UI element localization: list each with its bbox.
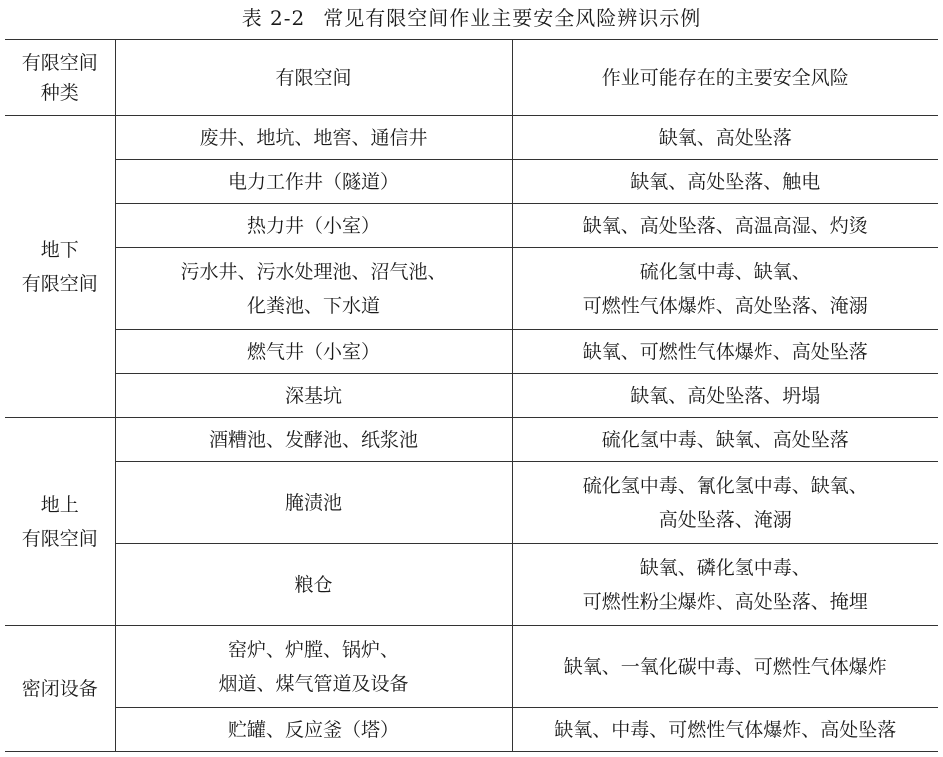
category-cell: 地下 有限空间	[5, 116, 115, 418]
space-cell: 贮罐、反应釜（塔）	[115, 708, 512, 752]
risk-cell: 缺氧、一氧化碳中毒、可燃性气体爆炸	[512, 626, 938, 708]
space-cell: 废井、地坑、地窖、通信井	[115, 116, 512, 160]
risk-cell: 硫化氢中毒、氰化氢中毒、缺氧、 高处坠落、淹溺	[512, 462, 938, 544]
risk-cell: 缺氧、高处坠落、高温高湿、灼烫	[512, 204, 938, 248]
space-cell: 酒糟池、发酵池、纸浆池	[115, 418, 512, 462]
table-row	[5, 248, 938, 330]
risk-table-body	[5, 40, 938, 752]
space-cell: 电力工作井（隧道）	[115, 160, 512, 204]
table-row	[5, 418, 938, 462]
risk-cell: 缺氧、高处坠落、触电	[512, 160, 938, 204]
table-title: 常见有限空间作业主要安全风险辨识示例	[323, 6, 702, 30]
category-cell: 密闭设备	[5, 626, 115, 752]
header-risk: 作业可能存在的主要安全风险	[512, 40, 938, 116]
space-cell: 深基坑	[115, 374, 512, 418]
table-row	[5, 708, 938, 752]
category-cell: 地上 有限空间	[5, 418, 115, 626]
table-number: 表 2-2	[241, 6, 306, 30]
space-cell: 污水井、污水处理池、沼气池、 化粪池、下水道	[115, 248, 512, 330]
table-row	[5, 204, 938, 248]
space-cell: 腌渍池	[115, 462, 512, 544]
header-category: 有限空间 种类	[5, 40, 115, 116]
risk-cell: 缺氧、中毒、可燃性气体爆炸、高处坠落	[512, 708, 938, 752]
table-row	[5, 626, 938, 708]
table-caption	[0, 4, 943, 32]
risk-cell: 硫化氢中毒、缺氧、 可燃性气体爆炸、高处坠落、淹溺	[512, 248, 938, 330]
risk-cell: 硫化氢中毒、缺氧、高处坠落	[512, 418, 938, 462]
risk-cell: 缺氧、高处坠落	[512, 116, 938, 160]
table-row	[5, 374, 938, 418]
table-row	[5, 160, 938, 204]
space-cell: 燃气井（小室）	[115, 330, 512, 374]
risk-cell: 缺氧、磷化氢中毒、 可燃性粉尘爆炸、高处坠落、掩埋	[512, 544, 938, 626]
table-row	[5, 462, 938, 544]
table-row	[5, 116, 938, 160]
header-row	[5, 40, 938, 116]
space-cell: 粮仓	[115, 544, 512, 626]
header-space: 有限空间	[115, 40, 512, 116]
space-cell: 热力井（小室）	[115, 204, 512, 248]
risk-cell: 缺氧、高处坠落、坍塌	[512, 374, 938, 418]
risk-table	[5, 39, 938, 752]
space-cell: 窑炉、炉膛、锅炉、 烟道、煤气管道及设备	[115, 626, 512, 708]
risk-cell: 缺氧、可燃性气体爆炸、高处坠落	[512, 330, 938, 374]
table-row	[5, 544, 938, 626]
table-row	[5, 330, 938, 374]
